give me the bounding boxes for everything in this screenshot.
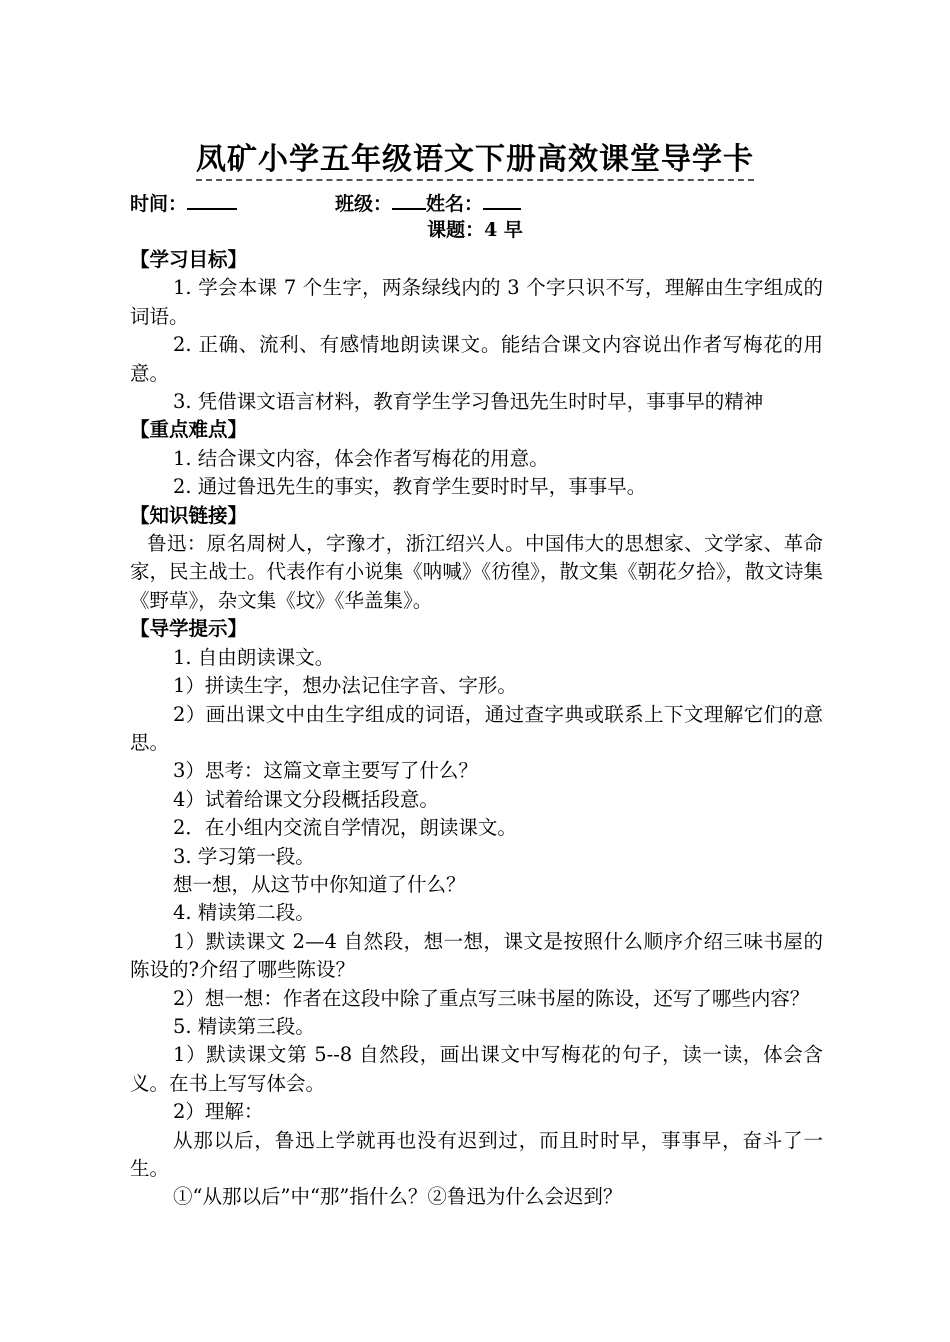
keypoint-item: 2. 通过鲁迅先生的事实，教育学生要时时早，事事早。 (173, 475, 647, 499)
keypoint-item: 1. 结合课文内容，体会作者写梅花的用意。 (173, 446, 549, 470)
guide-item: 3）思考：这篇文章主要写了什么？ (173, 759, 478, 783)
guide-item: 1）拼读生字，想办法记住字音、字形。 (173, 674, 517, 698)
guide-item: 2）画出课文中由生字组成的词语，通过查字典或联系上下文理解它们的意思。 (130, 702, 823, 754)
section-heading-keypoints: 【重点难点】 (130, 418, 248, 442)
goal-item: 2. 正确、流利、有感情地朗读课文。能结合课文内容说出作者写梅花的用意。 (130, 333, 823, 385)
guide-item: 5. 精读第三段。 (173, 1014, 315, 1038)
goal-item: 3. 凭借课文语言材料，教育学生学习鲁迅先生时时早，事事早的精神 (173, 390, 764, 414)
info-line (130, 190, 521, 217)
time-label: 时间： (130, 193, 188, 215)
name-label: 姓名： (426, 193, 484, 215)
name-blank[interactable] (483, 190, 521, 210)
time-blank[interactable] (187, 190, 237, 210)
section-heading-knowledge: 【知识链接】 (130, 503, 248, 527)
guide-item: 3. 学习第一段。 (173, 844, 315, 868)
guide-item: 2）理解： (173, 1100, 264, 1124)
content-body (130, 246, 823, 1212)
knowledge-text: 鲁迅：原名周树人，字豫才，浙江绍兴人。中国伟大的思想家、文学家、革命家，民主战士。代表作有小说集《呐喊》《彷徨》，散文集《朝花夕拾》，散文诗集《野草》，杂文集《坟》《华盖集》。 (130, 532, 823, 612)
guide-item: 想一想，从这节中你知道了什么？ (173, 872, 466, 896)
goal-item: 1. 学会本课 7 个生字，两条绿线内的 3 个字只识不写，理解由生字组成的词语。 (130, 276, 823, 328)
guide-item: ①“从那以后”中“那”指什么？②鲁迅为什么会迟到？ (173, 1185, 623, 1209)
page-title (0, 140, 950, 180)
guide-item: 2）想一想：作者在这段中除了重点写三味书屋的陈设，还写了哪些内容？ (173, 986, 810, 1010)
topic-line: 课题：4 早 (427, 219, 523, 241)
guide-item: 2．在小组内交流自学情况，朗读课文。 (173, 816, 517, 840)
guide-item: 从那以后，鲁迅上学就再也没有迟到过，而且时时早，事事早，奋斗了一生。 (130, 1128, 823, 1180)
title-text: 凤矿小学五年级语文下册高效课堂导学卡 (196, 142, 754, 181)
guide-item: 4）试着给课文分段概括段意。 (173, 787, 439, 811)
guide-item: 1. 自由朗读课文。 (173, 645, 335, 669)
class-blank[interactable] (392, 190, 426, 210)
class-label: 班级： (335, 193, 393, 215)
section-heading-goals: 【学习目标】 (130, 248, 248, 271)
guide-item: 1）默读课文第 5--8 自然段，画出课文中写梅花的句子，读一读，体会含义。在书上写写体会。 (130, 1043, 823, 1095)
section-heading-guide: 【导学提示】 (130, 617, 248, 641)
guide-item: 1）默读课文 2—4 自然段，想一想，课文是按照什么顺序介绍三味书屋的陈设的?介绍了哪些陈设？ (130, 929, 823, 982)
guide-item: 4. 精读第二段。 (173, 901, 315, 925)
